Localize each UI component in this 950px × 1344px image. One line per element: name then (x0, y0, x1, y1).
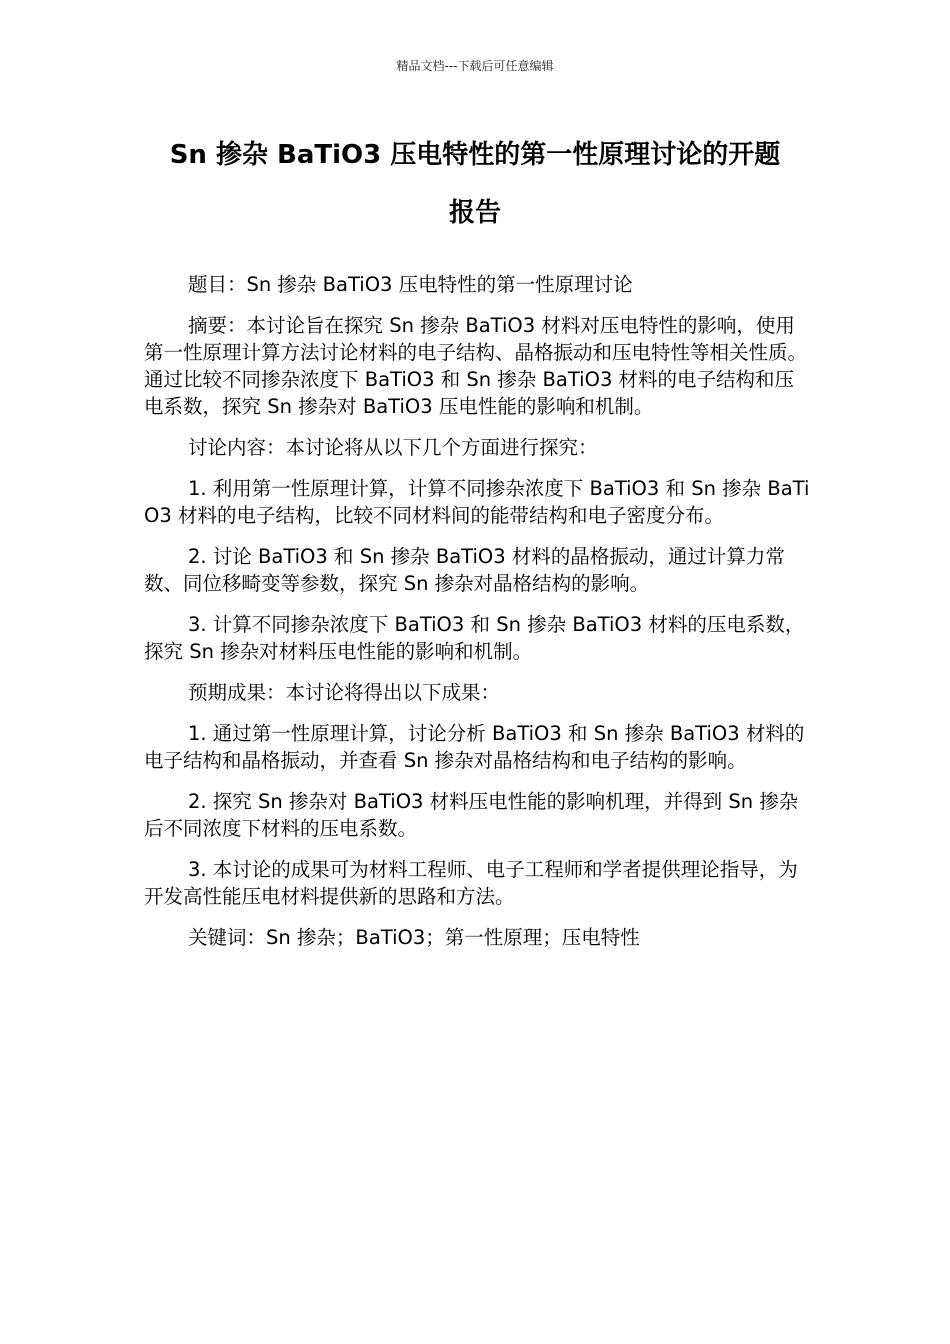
title-line-2: 报告 (448, 198, 501, 228)
expected-results-heading: 预期成果：本讨论将得出以下成果： (188, 681, 501, 704)
document-title (120, 134, 830, 234)
research-item-3: 3. 计算不同掺杂浓度下 BaTiO3 和 Sn 掺杂 BaTiO3 材料的压电系数，探究 Sn 掺杂对材料压电性能的影响和机制。 (144, 613, 805, 663)
abstract-paragraph: 摘要：本讨论旨在探究 Sn 掺杂 BaTiO3 材料对压电特性的影响，使用第一性原理计算方法讨论材料的电子结构、晶格振动和压电特性等相关性质。通过比较不同掺杂浓度下 BaTiO3 和 Sn 掺杂 BaTiO3 材料的电子结构和压电系数，探究 Sn 掺杂对 BaTiO3 压电性能的影响和机制。 (144, 314, 808, 418)
research-item-2: 2. 讨论 BaTiO3 和 Sn 掺杂 BaTiO3 材料的晶格振动，通过计算力常数、同位移畸变等参数，探究 Sn 掺杂对晶格结构的影响。 (144, 545, 785, 595)
research-content-heading: 讨论内容：本讨论将从以下几个方面进行探究： (188, 436, 598, 459)
title-line-1: Sn 掺杂 BaTiO3 压电特性的第一性原理讨论的开题 (169, 140, 781, 170)
result-item-1: 1. 通过第一性原理计算，讨论分析 BaTiO3 和 Sn 掺杂 BaTiO3 材料的电子结构和晶格振动，并查看 Sn 掺杂对晶格结构和电子结构的影响。 (144, 722, 805, 772)
research-item-1: 1. 利用第一性原理计算，计算不同掺杂浓度下 BaTiO3 和 Sn 掺杂 BaTiO3 材料的电子结构，比较不同材料间的能带结构和电子密度分布。 (144, 477, 810, 527)
result-item-3: 3. 本讨论的成果可为材料工程师、电子工程师和学者提供理论指导，为开发高性能压电材料提供新的思路和方法。 (144, 858, 798, 908)
header-note: 精品文档---下载后可任意编辑 (396, 59, 554, 73)
keywords-paragraph: 关键词：Sn 掺杂；BaTiO3；第一性原理；压电特性 (188, 926, 640, 949)
document-body (144, 271, 812, 965)
result-item-2: 2. 探究 Sn 掺杂对 BaTiO3 材料压电性能的影响机理，并得到 Sn 掺杂后不同浓度下材料的压电系数。 (144, 790, 799, 840)
topic-paragraph: 题目：Sn 掺杂 BaTiO3 压电特性的第一性原理讨论 (188, 273, 633, 296)
